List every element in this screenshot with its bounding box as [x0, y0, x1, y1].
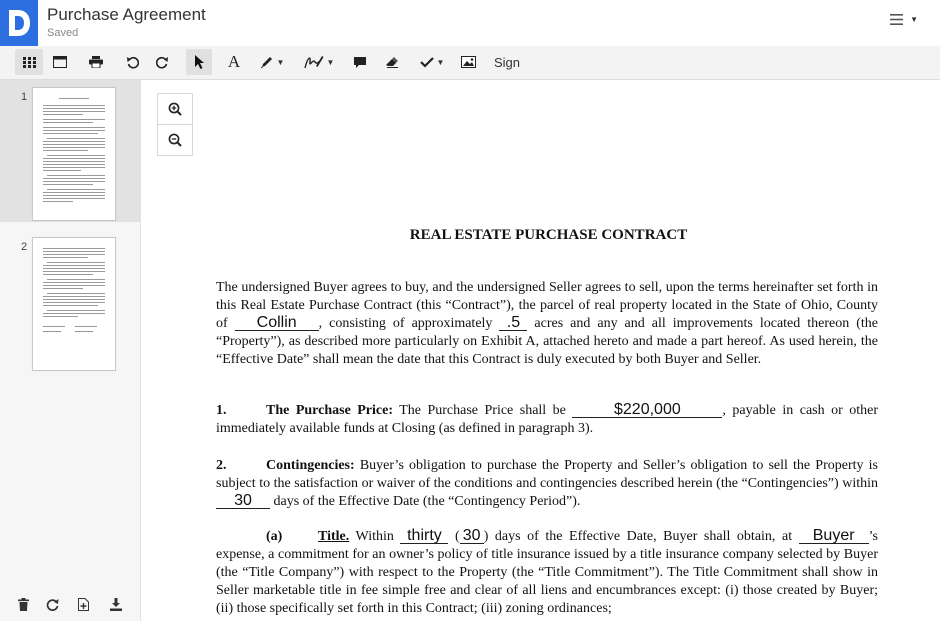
- page-thumbnail-item[interactable]: [0, 230, 140, 372]
- comment-icon: [353, 56, 367, 69]
- single-page-icon: [53, 56, 67, 68]
- title-paragraph: (a) Title. Within thirty ( 30 ) days of the Effective Date, Buyer shall obtain, at Buyer ’s expense, a commitment for an owner’s policy of title insurance issued by a title insurance company selected by Buyer (the “Title Company”) with respect to the Property (the “Title Commitment”). The Title Commitment shall show in Seller marketable title in fee simple free and clear of all liens and encumbrances except: (i) those created by Buyer; (ii) those specifically set forth in this Contract; (iii) zoning ordinances;: [216, 527, 878, 616]
- rotate-page-button[interactable]: [46, 598, 59, 616]
- select-tool-button[interactable]: [186, 49, 212, 75]
- zoom-in-button[interactable]: [157, 93, 193, 125]
- undo-button[interactable]: [120, 49, 144, 75]
- single-page-view-button[interactable]: [48, 49, 72, 75]
- document-title[interactable]: Purchase Agreement: [47, 5, 206, 24]
- contract-title: REAL ESTATE PURCHASE CONTRACT: [409, 227, 688, 243]
- thumbnails-icon: [23, 57, 36, 68]
- delete-icon: [18, 598, 29, 611]
- page-thumbnail[interactable]: [32, 87, 116, 221]
- page-thumbnail-item[interactable]: [0, 80, 140, 222]
- purchase-price-field[interactable]: $220,000: [572, 402, 722, 418]
- editor-toolbar: [0, 46, 940, 80]
- document-viewer[interactable]: [141, 80, 940, 621]
- add-page-button[interactable]: [78, 598, 89, 616]
- checkmark-tool-button[interactable]: [414, 49, 450, 75]
- download-icon: [110, 598, 122, 611]
- signature-tool-button[interactable]: [298, 49, 340, 75]
- pointer-icon: [194, 55, 205, 69]
- sign-button[interactable]: Sign: [493, 54, 521, 70]
- page-number: 1: [21, 91, 28, 103]
- page-actions-bar: [0, 589, 140, 621]
- hamburger-menu-icon: [890, 14, 903, 25]
- image-icon: [461, 56, 476, 68]
- thumbnails-view-button[interactable]: [15, 49, 43, 75]
- text-tool-button[interactable]: [222, 49, 246, 75]
- zoom-out-icon: [168, 133, 182, 147]
- contingencies-paragraph: 2. Contingencies: Buyer’s obligation to purchase the Property and Seller’s obligation to sell the Property is subject to the satisfaction or waiver of the conditions and contingencies described herein (the “Contingencies”) within 30 days of the Effective Date (the “Contingency Period”).: [216, 458, 878, 509]
- document-page: [216, 80, 881, 621]
- checkmark-icon: [420, 56, 434, 68]
- page-thumbnails-panel: [0, 80, 141, 621]
- rotate-icon: [46, 598, 59, 611]
- chevron-down-icon: ▼: [276, 57, 285, 67]
- chevron-down-icon: ▼: [436, 57, 445, 67]
- document-logo[interactable]: [0, 0, 38, 46]
- eraser-tool-button[interactable]: [380, 49, 404, 75]
- print-button[interactable]: [84, 49, 108, 75]
- eraser-icon: [385, 56, 399, 68]
- chevron-down-icon: ▼: [910, 15, 918, 24]
- chevron-down-icon: ▼: [326, 57, 335, 67]
- page-thumbnail[interactable]: [32, 237, 116, 371]
- redo-icon: [156, 56, 169, 69]
- document-logo-icon: [6, 8, 32, 38]
- contingency-days-field[interactable]: 30: [216, 493, 270, 509]
- zoom-in-icon: [168, 102, 182, 116]
- add-page-icon: [78, 598, 89, 611]
- download-button[interactable]: [110, 598, 122, 616]
- page-number: 2: [21, 241, 28, 253]
- zoom-out-button[interactable]: [157, 124, 193, 156]
- app-header: [0, 0, 940, 47]
- image-tool-button[interactable]: [456, 49, 480, 75]
- pen-tool-button[interactable]: [254, 49, 290, 75]
- text-icon: A: [227, 52, 241, 71]
- county-field[interactable]: Collin: [235, 315, 319, 331]
- acres-field[interactable]: .5: [499, 315, 527, 331]
- pen-icon: [260, 55, 274, 69]
- print-icon: [89, 56, 103, 68]
- signature-icon: [304, 54, 324, 70]
- title-days-number-field[interactable]: 30: [460, 528, 484, 544]
- purchase-price-paragraph: 1. The Purchase Price: The Purchase Price shall be $220,000 , payable in cash or other immediately available funds at Closing (as defined in paragraph 3).: [216, 401, 878, 436]
- main-menu-button[interactable]: [890, 14, 918, 25]
- undo-icon: [126, 56, 139, 69]
- title-expense-party-field[interactable]: Buyer: [799, 528, 869, 544]
- redo-button[interactable]: [150, 49, 174, 75]
- title-days-words-field[interactable]: thirty: [400, 528, 448, 544]
- comment-tool-button[interactable]: [348, 49, 372, 75]
- save-status: Saved: [47, 27, 79, 39]
- delete-page-button[interactable]: [18, 598, 29, 616]
- intro-paragraph: The undersigned Buyer agrees to buy, and the undersigned Seller agrees to sell, upon the terms hereinafter set forth in this Real Estate Purchase Contract (this “Contract”), the parcel of real property located in the State of Ohio, County of Collin , consisting of approximately .5 acres and any and all improvements located thereon (the “Property”), as described more particularly on Exhibit A, attached hereto and made a part hereof. As used herein, the “Effective Date” shall mean the date that this Contract is duly executed by both Buyer and Seller.: [216, 280, 878, 367]
